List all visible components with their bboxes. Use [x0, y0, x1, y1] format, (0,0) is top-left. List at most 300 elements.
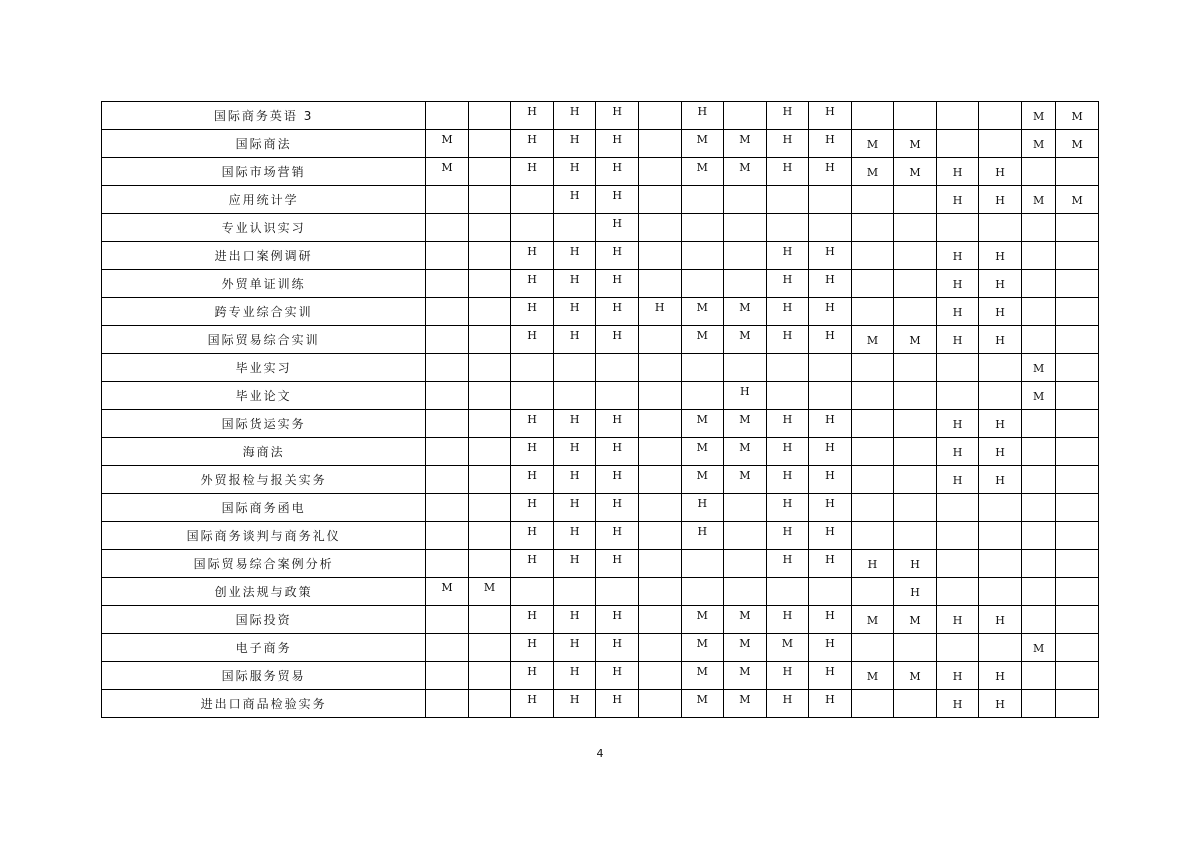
mark-cell [638, 270, 681, 298]
mark-cell: H [596, 130, 639, 158]
mark-cell [936, 634, 979, 662]
mark-cell [724, 102, 767, 130]
mark-cell: H [553, 438, 596, 466]
mark-cell [979, 130, 1022, 158]
mark-cell [851, 214, 894, 242]
course-name-cell: 国际货运实务 [102, 410, 426, 438]
mark-cell: H [979, 690, 1022, 718]
mark-cell: M [894, 662, 937, 690]
course-name-cell: 国际商务英语 3 [102, 102, 426, 130]
mark-cell [468, 158, 511, 186]
mark-cell [426, 438, 469, 466]
mark-cell [851, 382, 894, 410]
mark-cell: H [596, 214, 639, 242]
mark-cell [894, 242, 937, 270]
mark-cell [426, 270, 469, 298]
mark-cell [426, 354, 469, 382]
mark-cell [1021, 466, 1055, 494]
mark-cell [1056, 634, 1099, 662]
mark-cell [1021, 690, 1055, 718]
mark-cell: H [511, 326, 554, 354]
mark-cell [426, 102, 469, 130]
mark-cell: H [851, 550, 894, 578]
mark-cell [1021, 438, 1055, 466]
mark-cell [1056, 662, 1099, 690]
mark-cell: H [553, 606, 596, 634]
mark-cell [894, 634, 937, 662]
mark-cell [894, 214, 937, 242]
course-objective-matrix [101, 101, 1099, 718]
mark-cell: H [596, 522, 639, 550]
mark-cell [426, 494, 469, 522]
course-name-cell: 国际商务谈判与商务礼仪 [102, 522, 426, 550]
mark-cell: H [936, 326, 979, 354]
mark-cell: H [979, 326, 1022, 354]
mark-cell [638, 214, 681, 242]
mark-cell: M [1021, 130, 1055, 158]
mark-cell: M [1056, 102, 1099, 130]
mark-cell: H [511, 550, 554, 578]
mark-cell: H [894, 550, 937, 578]
mark-cell: M [1021, 102, 1055, 130]
mark-cell: H [809, 102, 852, 130]
mark-cell [979, 102, 1022, 130]
mark-cell [979, 522, 1022, 550]
mark-cell [468, 550, 511, 578]
mark-cell: H [809, 550, 852, 578]
mark-cell: H [936, 270, 979, 298]
mark-cell [851, 410, 894, 438]
mark-cell [468, 410, 511, 438]
mark-cell [553, 578, 596, 606]
mark-cell [979, 382, 1022, 410]
mark-cell: H [936, 158, 979, 186]
mark-cell: H [511, 522, 554, 550]
mark-cell [426, 634, 469, 662]
mark-cell [426, 214, 469, 242]
mark-cell [894, 270, 937, 298]
mark-cell: H [809, 326, 852, 354]
mark-cell: H [809, 130, 852, 158]
course-name-cell: 跨专业综合实训 [102, 298, 426, 326]
mark-cell [724, 186, 767, 214]
course-name-cell: 国际贸易综合案例分析 [102, 550, 426, 578]
mark-cell [766, 186, 809, 214]
mark-cell: M [724, 662, 767, 690]
mark-cell: M [724, 606, 767, 634]
course-name-cell: 应用统计学 [102, 186, 426, 214]
mark-cell [1021, 550, 1055, 578]
course-name-cell: 创业法规与政策 [102, 578, 426, 606]
mark-cell [681, 382, 724, 410]
mark-cell [638, 662, 681, 690]
mark-cell: H [553, 242, 596, 270]
mark-cell [809, 382, 852, 410]
mark-cell [1056, 382, 1099, 410]
mark-cell [936, 130, 979, 158]
mark-cell [894, 494, 937, 522]
mark-cell [468, 102, 511, 130]
mark-cell [468, 382, 511, 410]
mark-cell: H [766, 550, 809, 578]
table-row [102, 438, 1099, 466]
mark-cell [979, 494, 1022, 522]
mark-cell [1021, 270, 1055, 298]
mark-cell: H [553, 522, 596, 550]
mark-cell [979, 634, 1022, 662]
mark-cell [1056, 438, 1099, 466]
mark-cell [553, 354, 596, 382]
mark-cell [1021, 606, 1055, 634]
mark-cell: H [511, 242, 554, 270]
mark-cell [1056, 298, 1099, 326]
mark-cell: H [511, 102, 554, 130]
mark-cell: M [681, 438, 724, 466]
mark-cell: M [894, 606, 937, 634]
mark-cell: M [681, 606, 724, 634]
mark-cell [468, 214, 511, 242]
mark-cell [1056, 326, 1099, 354]
mark-cell [426, 298, 469, 326]
mark-cell [638, 130, 681, 158]
mark-cell: M [681, 158, 724, 186]
mark-cell [851, 298, 894, 326]
mark-cell [894, 298, 937, 326]
mark-cell: M [426, 130, 469, 158]
mark-cell [1056, 578, 1099, 606]
mark-cell [596, 578, 639, 606]
mark-cell: H [553, 298, 596, 326]
mark-cell: H [766, 298, 809, 326]
table-row [102, 410, 1099, 438]
mark-cell [638, 690, 681, 718]
mark-cell [468, 522, 511, 550]
mark-cell [681, 270, 724, 298]
mark-cell [936, 214, 979, 242]
mark-cell: H [766, 690, 809, 718]
table-row [102, 298, 1099, 326]
mark-cell [851, 690, 894, 718]
mark-cell: H [936, 242, 979, 270]
mark-cell [638, 550, 681, 578]
mark-cell: M [681, 662, 724, 690]
mark-cell: M [851, 662, 894, 690]
mark-cell [979, 550, 1022, 578]
mark-cell: H [511, 410, 554, 438]
mark-cell: H [596, 242, 639, 270]
mark-cell: H [638, 298, 681, 326]
mark-cell: M [724, 298, 767, 326]
mark-cell: H [596, 270, 639, 298]
mark-cell [724, 578, 767, 606]
mark-cell [681, 550, 724, 578]
mark-cell [426, 410, 469, 438]
mark-cell [894, 382, 937, 410]
mark-cell: H [681, 494, 724, 522]
table-row [102, 158, 1099, 186]
mark-cell [638, 242, 681, 270]
mark-cell [1056, 606, 1099, 634]
mark-cell: H [596, 102, 639, 130]
mark-cell [936, 578, 979, 606]
mark-cell: H [766, 242, 809, 270]
course-name-cell: 专业认识实习 [102, 214, 426, 242]
course-name-cell: 国际投资 [102, 606, 426, 634]
table-row [102, 662, 1099, 690]
mark-cell: H [766, 606, 809, 634]
mark-cell: M [766, 634, 809, 662]
mark-cell: M [724, 690, 767, 718]
mark-cell: H [979, 466, 1022, 494]
mark-cell: H [596, 326, 639, 354]
mark-cell: H [809, 410, 852, 438]
mark-cell: H [809, 690, 852, 718]
mark-cell: H [809, 158, 852, 186]
course-name-cell: 国际市场营销 [102, 158, 426, 186]
mark-cell: M [851, 130, 894, 158]
mark-cell [681, 186, 724, 214]
mark-cell [1056, 270, 1099, 298]
mark-cell: H [596, 662, 639, 690]
mark-cell: M [894, 326, 937, 354]
mark-cell: H [766, 130, 809, 158]
table-row [102, 606, 1099, 634]
mark-cell [638, 494, 681, 522]
mark-cell: M [724, 466, 767, 494]
mark-cell: H [511, 634, 554, 662]
mark-cell: H [511, 438, 554, 466]
mark-cell [426, 550, 469, 578]
mark-cell: M [681, 326, 724, 354]
mark-cell: H [681, 522, 724, 550]
mark-cell [979, 354, 1022, 382]
mark-cell [468, 242, 511, 270]
mark-cell: M [468, 578, 511, 606]
mark-cell [638, 354, 681, 382]
course-name-cell: 进出口案例调研 [102, 242, 426, 270]
mark-cell [724, 494, 767, 522]
mark-cell [894, 410, 937, 438]
mark-cell: M [724, 634, 767, 662]
mark-cell [681, 214, 724, 242]
mark-cell [851, 634, 894, 662]
mark-cell [979, 214, 1022, 242]
mark-cell [936, 354, 979, 382]
mark-cell [638, 158, 681, 186]
mark-cell: H [596, 606, 639, 634]
mark-cell: H [681, 102, 724, 130]
mark-cell [468, 494, 511, 522]
mark-cell: H [936, 662, 979, 690]
mark-cell [851, 270, 894, 298]
mark-cell [1021, 298, 1055, 326]
mark-cell [468, 606, 511, 634]
mark-cell: H [511, 298, 554, 326]
mark-cell [1056, 242, 1099, 270]
mark-cell: H [596, 634, 639, 662]
mark-cell: H [936, 690, 979, 718]
mark-cell [1056, 550, 1099, 578]
mark-cell [1021, 242, 1055, 270]
course-name-cell: 毕业实习 [102, 354, 426, 382]
mark-cell: H [766, 158, 809, 186]
mark-cell: M [851, 158, 894, 186]
mark-cell: H [979, 242, 1022, 270]
mark-cell [851, 354, 894, 382]
mark-cell [809, 214, 852, 242]
mark-cell [426, 242, 469, 270]
mark-cell [596, 382, 639, 410]
mark-cell: H [511, 662, 554, 690]
table-row [102, 522, 1099, 550]
mark-cell: H [809, 298, 852, 326]
mark-cell [851, 578, 894, 606]
mark-cell: H [809, 242, 852, 270]
mark-cell [894, 438, 937, 466]
mark-cell: M [426, 158, 469, 186]
mark-cell [724, 550, 767, 578]
mark-cell [1021, 158, 1055, 186]
table-row [102, 270, 1099, 298]
mark-cell [426, 606, 469, 634]
mark-cell [894, 690, 937, 718]
mark-cell [766, 578, 809, 606]
mark-cell [1056, 494, 1099, 522]
table-row [102, 690, 1099, 718]
mark-cell [1056, 410, 1099, 438]
mark-cell [511, 382, 554, 410]
mark-cell: H [979, 186, 1022, 214]
mark-cell [468, 354, 511, 382]
mark-cell [426, 382, 469, 410]
mark-cell [936, 494, 979, 522]
mark-cell: H [766, 270, 809, 298]
mark-cell: H [553, 130, 596, 158]
course-name-cell: 国际商法 [102, 130, 426, 158]
mark-cell: H [724, 382, 767, 410]
mark-cell [468, 634, 511, 662]
mark-cell [851, 242, 894, 270]
mark-cell: H [511, 158, 554, 186]
mark-cell: M [1021, 634, 1055, 662]
mark-cell: H [809, 466, 852, 494]
mark-cell [1056, 158, 1099, 186]
mark-cell [681, 242, 724, 270]
mark-cell [553, 214, 596, 242]
mark-cell: H [766, 410, 809, 438]
mark-cell [638, 634, 681, 662]
mark-cell: H [979, 606, 1022, 634]
mark-cell [426, 662, 469, 690]
mark-cell [936, 382, 979, 410]
mark-cell [766, 354, 809, 382]
mark-cell [766, 382, 809, 410]
mark-cell: H [979, 438, 1022, 466]
mark-cell: H [511, 494, 554, 522]
mark-cell: H [809, 438, 852, 466]
table-row [102, 354, 1099, 382]
mark-cell [724, 522, 767, 550]
mark-cell: H [596, 466, 639, 494]
mark-cell: H [766, 102, 809, 130]
mark-cell: H [511, 606, 554, 634]
course-name-cell: 国际商务函电 [102, 494, 426, 522]
mark-cell [638, 438, 681, 466]
mark-cell: H [596, 438, 639, 466]
mark-cell: H [553, 662, 596, 690]
mark-cell: M [724, 158, 767, 186]
mark-cell [638, 186, 681, 214]
mark-cell: H [596, 298, 639, 326]
mark-cell: M [1056, 130, 1099, 158]
mark-cell: M [894, 130, 937, 158]
mark-cell [553, 382, 596, 410]
mark-cell: M [681, 410, 724, 438]
mark-cell: H [809, 270, 852, 298]
mark-cell: M [894, 158, 937, 186]
mark-cell [681, 578, 724, 606]
mark-cell [809, 578, 852, 606]
mark-cell: H [511, 130, 554, 158]
mark-cell [468, 662, 511, 690]
mark-cell [681, 354, 724, 382]
mark-cell: M [724, 438, 767, 466]
mark-cell [1021, 522, 1055, 550]
mark-cell: M [681, 690, 724, 718]
mark-cell: H [936, 466, 979, 494]
course-name-cell: 国际服务贸易 [102, 662, 426, 690]
mark-cell: H [979, 662, 1022, 690]
mark-cell [809, 354, 852, 382]
mark-cell: H [809, 662, 852, 690]
mark-cell [724, 354, 767, 382]
mark-cell: H [596, 410, 639, 438]
course-name-cell: 进出口商品检验实务 [102, 690, 426, 718]
mark-cell [724, 242, 767, 270]
mark-cell: H [553, 466, 596, 494]
mark-cell: H [979, 158, 1022, 186]
mark-cell: H [511, 466, 554, 494]
mark-cell: H [511, 270, 554, 298]
mark-cell: M [426, 578, 469, 606]
mark-cell [638, 578, 681, 606]
table-row [102, 466, 1099, 494]
mark-cell: M [681, 634, 724, 662]
mark-cell: H [936, 410, 979, 438]
mark-cell [1056, 466, 1099, 494]
mark-cell [468, 438, 511, 466]
mark-cell [894, 466, 937, 494]
mark-cell [511, 214, 554, 242]
mark-cell [638, 466, 681, 494]
mark-cell [511, 578, 554, 606]
mark-cell [894, 186, 937, 214]
mark-cell: H [766, 326, 809, 354]
matrix-body [102, 102, 1099, 718]
mark-cell [638, 410, 681, 438]
mark-cell: H [936, 186, 979, 214]
mark-cell [936, 522, 979, 550]
table-row [102, 578, 1099, 606]
mark-cell [1056, 354, 1099, 382]
mark-cell: H [809, 522, 852, 550]
mark-cell [638, 522, 681, 550]
course-name-cell: 电子商务 [102, 634, 426, 662]
mark-cell [851, 522, 894, 550]
mark-cell: M [724, 130, 767, 158]
mark-cell [426, 690, 469, 718]
mark-cell: H [553, 102, 596, 130]
